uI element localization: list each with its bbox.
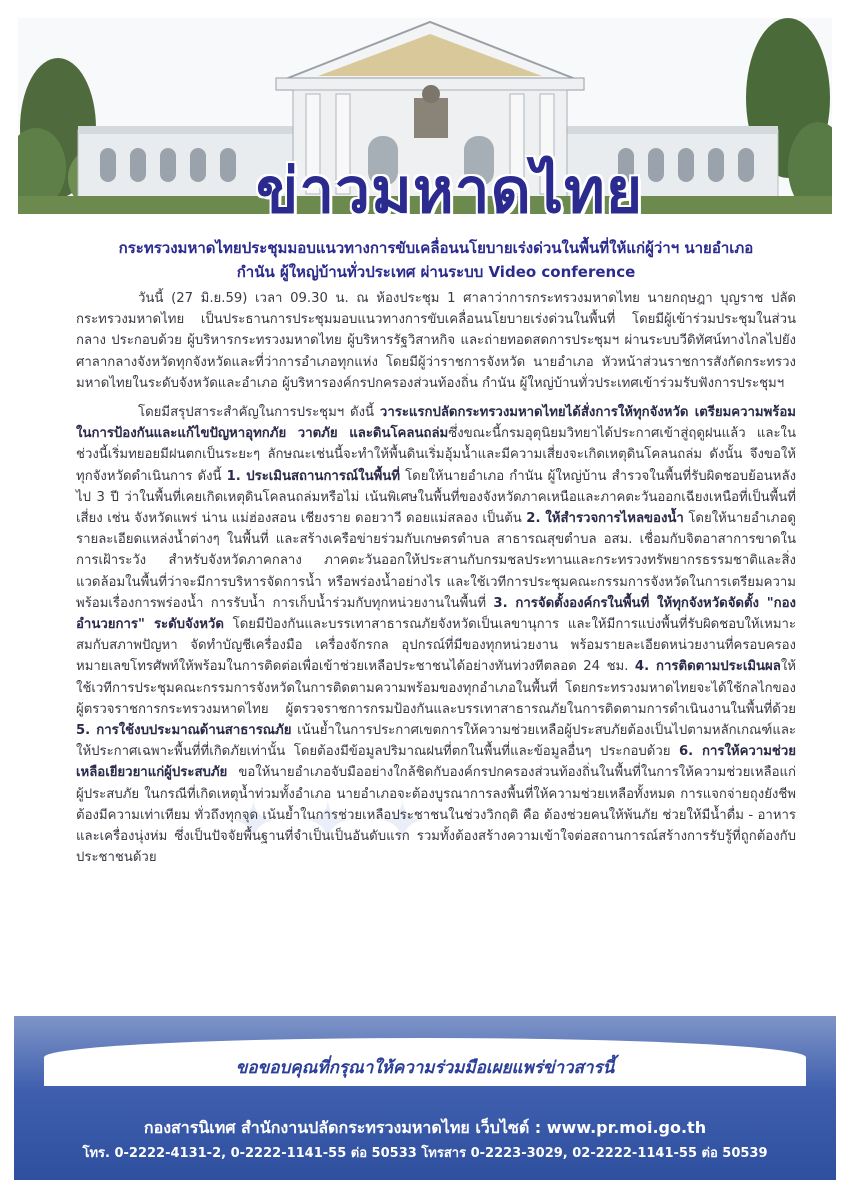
article-body xyxy=(76,288,796,868)
summary-item-1: 1. ประเมินสถานการณ์ในพื้นที่ xyxy=(226,468,401,484)
summary-item-6: 6. การให้ความช่วยเหลือเยียวยาแก่ผู้ประสบภัย xyxy=(76,744,797,781)
footer-panel xyxy=(14,1016,836,1180)
summary-text-c: ซึ่งขณะนี้กรมอุตุนิยมวิทยาได้ประกาศเข้าสู่ฤดูฝนแล้ว และในช่วงนี้เริ่มทยอยมีฝนตกเป็นระยะๆ ลักษณะเช่นนี้จะทำให้พื้นดินเริ่มอุ้มน้ำและมีความเสี่ยงจะเกิดเหตุดินโคลนถล่ม ดังนั้น จึงขอให้ทุกจังหวัดดำเนินการ ดังนี้ xyxy=(76,426,796,484)
summary-item-3: 3. การจัดตั้งองค์กรในพื้นที่ ให้ทุกจังหวัดจัดตั้ง "กองอำนวยการ" ระดับจังหวัด xyxy=(76,595,796,633)
summary-agenda-1: วาระแรกปลัดกระทรวงมหาดไทยได้สั่งการให้ทุกจังหวัด เตรียมความพร้อมในการป้องกันและแก้ไขปัญหาอุทกภัย วาตภัย และดินโคลนถล่ม xyxy=(76,405,796,442)
summary-lead: โดยมีสรุปสาระสำคัญในการประชุมฯ ดังนี้ xyxy=(138,405,380,421)
summary-text-m: เน้นย้ำในการประกาศเขตการให้ความช่วยเหลือผู้ประสบภัยต้องเป็นไปตามหลักเกณฑ์และให้ประกาศเฉพาะพื้นที่ที่เกิดภัยเท่านั้น โดยต้องมีข้อมูลปริมาณฝนที่ตกในพื้นที่และข้อมูลอื่นๆ ประกอบด้วย xyxy=(76,723,796,760)
summary-text-g: โดยให้นายอำเภอดูรายละเอียดแหล่งน้ำต่างๆ ในพื้นที่ และสร้างเครือข่ายร่วมกับเกษตรตำบล สาธารณสุขตำบล อสม. เชื่อมกับจิตอาสาการขาดในการเฝ้าระวัง สำหรับจังหวัดภาคกลาง ภาคตะวันออกให้ประสานกับกรมชลประทานและกระทรวงทรัพยากรธรรมชาติและสิ่งแวดล้อมในพื้นที่ว่าจะมีการบริหารจัดการน้ำ หรือพร่องน้ำอย่างไร และใช้เวทีการประชุมคณะกรรมการจังหวัดในการเตรียมความพร้อมเรื่องการพร่องน้ำ การรับน้ำ การเก็บน้ำร่วมกับทุกหน่วยงานในพื้นที่ xyxy=(76,511,796,611)
paragraph-summary xyxy=(76,402,796,868)
headline-line-2: กำนัน ผู้ใหญ่บ้านทั่วประเทศ ผ่านระบบ Video conference xyxy=(236,263,636,281)
summary-item-5: 5. การใช้งบประมาณด้านสาธารณภัย xyxy=(76,723,292,739)
header-banner xyxy=(18,18,832,214)
summary-item-2: 2. ให้สำรวจการไหลของน้ำ xyxy=(526,511,684,527)
footer-thanks: ขอขอบคุณที่กรุณาให้ความร่วมมือเผยแพร่ข่าวสารนี้ xyxy=(235,1058,615,1078)
summary-text-k: ให้ใช้เวทีการประชุมคณะกรรมการจังหวัดในการติดตามความพร้อมของทุกอำเภอในพื้นที่ โดยกระทรวงมหาดไทยจะได้ใช้กลไกของผู้ตรวจราชการกระทรวงมหาดไทย ผู้ตรวจราชการกรมป้องกันและบรรเทาสาธารณภัยในการติดตามการดำเนินงานในพื้นที่ด้วย xyxy=(76,659,796,717)
news-headline xyxy=(86,236,786,284)
summary-item-4: 4. การติดตามประเมินผล xyxy=(634,659,781,675)
masthead-title: ข่าวมหาดไทย xyxy=(256,154,644,214)
footer-office-website: กองสารนิเทศ สำนักงานปลัดกระทรวงมหาดไทย เว็บไซต์ : www.pr.moi.go.th xyxy=(143,1118,707,1137)
headline-line-1: กระทรวงมหาดไทยประชุมมอบแนวทางการขับเคลื่อนนโยบายเร่งด่วนในพื้นที่ให้แก่ผู้ว่าฯ นายอำเภอ xyxy=(118,239,754,257)
summary-text-e: โดยให้นายอำเภอ กำนัน ผู้ใหญ่บ้าน สำรวจในพื้นที่รับผิดชอบย้อนหลังไป 3 ปี ว่าในพื้นที่เคยเกิดเหตุดินโคลนถล่มหรือไม่ เน้นพิเศษในพื้นที่ของจังหวัดภาคเหนือและภาคตะวันออกเฉียงเหนือที่เป็นพื้นที่เสี่ยง เช่น จังหวัดแพร่ น่าน แม่ฮ่องสอน เชียงราย ดอยวาวี ดอยแม่สลอง เป็นต้น xyxy=(76,468,797,527)
summary-text-i: โดยมีป้องกันและบรรเทาสาธารณภัยจังหวัดเป็นเลขานุการ และให้มีการแบ่งพื้นที่รับผิดชอบให้เหมาะสมกับสภาพปัญหา จัดทำบัญชีเครื่องมือ เครื่องจักรกล อุปกรณ์ที่มีของทุกหน่วยงาน พร้อมรายละเอียดหน่วยงานที่ครอบครอง หมายเลขโทรศัพท์ให้พร้อมในการติดต่อเพื่อเข้าช่วยเหลือประชาชนได้อย่างทันท่วงทีตลอด 24 ชม. xyxy=(76,617,796,675)
watermark-logo: ✦ ✦ ✦ xyxy=(230,790,430,855)
paragraph-intro: วันนี้ (27 มิ.ย.59) เวลา 09.30 น. ณ ห้องประชุม 1 ศาลาว่าการกระทรวงมหาดไทย นายกฤษฎา บุญราช ปลัดกระทรวงมหาดไทย เป็นประธานการประชุมมอบแนวทางการขับเคลื่อนนโยบายเร่งด่วนในพื้นที่ โดยมีผู้เข้าร่วมประชุมในส่วนกลาง ประกอบด้วย ผู้บริหารกระทรวงมหาดไทย ผู้บริหารรัฐวิสาหกิจ และถ่ายทอดสดการประชุมฯ ผ่านระบบวีดิทัศน์ทางไกลไปยังศาลากลางจังหวัดทุกจังหวัดและที่ว่าการอำเภอทุกแห่ง โดยมีผู้ว่าราชการจังหวัด นายอำเภอ หัวหน้าส่วนราชการสังกัดกระทรวงมหาดไทยในระดับจังหวัดและอำเภอ ผู้บริหารองค์กรปกครองส่วนท้องถิ่น กำนัน ผู้ใหญ่บ้านทั่วประเทศเข้าร่วมรับฟังการประชุมฯ xyxy=(76,291,796,391)
footer-contact-numbers: โทร. 0-2222-4131-2, 0-2222-1141-55 ต่อ 50533 โทรสาร 0-2223-3029, 02-2222-1141-55 ต่อ 50539 xyxy=(82,1146,768,1161)
summary-text-o: ขอให้นายอำเภอจับมืออย่างใกล้ชิดกับองค์กรปกครองส่วนท้องถิ่นในพื้นที่ในการให้ความช่วยเหลือแก่ผู้ประสบภัย ในกรณีที่เกิดเหตุน้ำท่วมทั้งอำเภอ นายอำเภอจะต้องบูรณาการลงพื้นที่ให้ความช่วยเหลือทั้งหมด การแจกจ่ายถุงยังชีพต้องมีความเท่าเทียม ทั่วถึงทุกจุด เน้นย้ำในการช่วยเหลือประชาชนในช่วงวิกฤติ คือ ต้องช่วยคนให้พ้นภัย ช่วยให้มีน้ำดื่ม - อาหาร และเครื่องนุ่งห่ม ซึ่งเป็นปัจจัยพื้นฐานที่จำเป็นเป็นอันดับแรก รวมทั้งต้องสร้างความเข้าใจต่อสถานการณ์สร้างการรับรู้ที่ถูกต้องกับประชาชนด้วย xyxy=(76,765,796,866)
